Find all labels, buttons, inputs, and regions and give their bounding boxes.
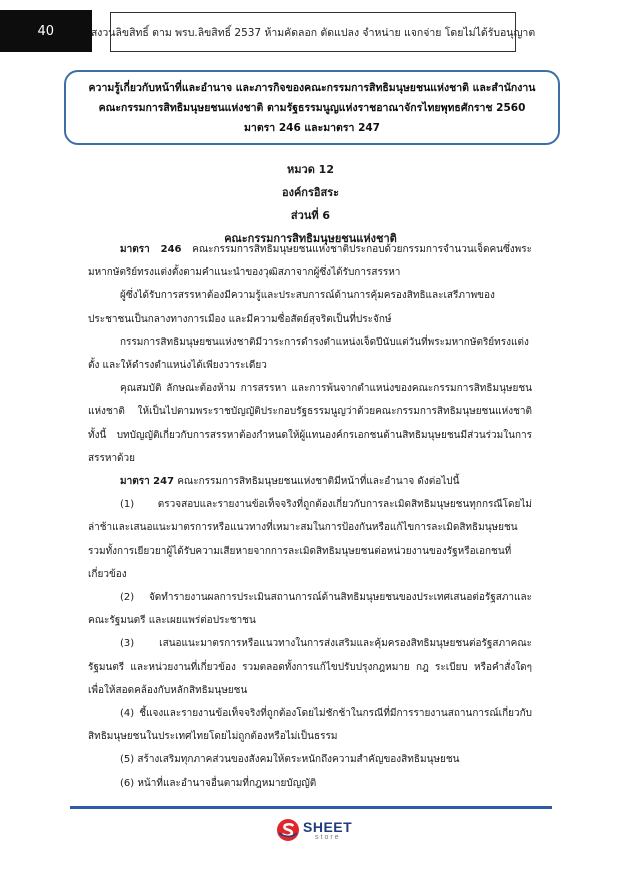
copyright-notice xyxy=(90,12,536,52)
duty-item-1: (1) ตรวจสอบและรายงานข้อเท็จจริงที่ถูกต้องเกี่ยวกับการละเมิดสิทธิมนุษยชนทุกกรณีโดยไม่ล่าช้าและเสนอแนะมาตรการหรือแนวทางที่เหมาะสมในการป้องกันหรือแก้ไขการละเมิดสิทธิมนุษยชนรวมทั้งการเยียวยาผู้ได้รับความเสียหายจากการละเมิดสิทธิมนุษยชนต่อหน่วยงานของรัฐหรือเอกชนที่เกี่ยวข้อง xyxy=(88,499,532,580)
section-headings xyxy=(0,158,621,250)
duty-item-2: (2) จัดทำรายงานผลการประเมินสถานการณ์ด้านสิทธิมนุษยชนของประเทศเสนอต่อรัฐสภาและคณะรัฐมนตรี และเผยแพร่ต่อประชาชน xyxy=(88,592,532,627)
duty-item-5: (5) สร้างเสริมทุกภาคส่วนของสังคมให้ตระหนักถึงความสำคัญของสิทธิมนุษยชน xyxy=(120,754,460,766)
document-body xyxy=(88,238,532,795)
chapter-heading: หมวด 12 xyxy=(287,163,334,176)
duty-item-6: (6) หน้าที่และอำนาจอื่นตามที่กฎหมายบัญญัติ xyxy=(120,777,317,789)
section-title: คณะกรรมการสิทธิมนุษยชนแห่งชาติ xyxy=(224,232,397,245)
footer-divider xyxy=(70,806,552,809)
copyright-text: สงวนลิขสิทธิ์ ตาม พรบ.ลิขสิทธิ์ 2537 ห้ามคัดลอก ดัดแปลง จำหน่าย แจกจ่าย โดยไม่ได้รับอนุญาต xyxy=(90,26,536,39)
organization-heading: องค์กรอิสระ xyxy=(281,186,340,199)
title-line-3: มาตรา 246 และมาตรา 247 xyxy=(244,122,380,134)
title-line-2: คณะกรรมการสิทธิมนุษยชนแห่งชาติ ตามรัฐธรรมนูญแห่งราชอาณาจักรไทยพุทธศักราช 2560 xyxy=(98,102,526,114)
duty-item-3: (3) เสนอแนะมาตรการหรือแนวทางในการส่งเสริมและคุ้มครองสิทธิมนุษยชนต่อรัฐสภาคณะรัฐมนตรี และหน่วยงานที่เกี่ยวข้อง รวมตลอดทั้งการแก้ไขปรับปรุงกฎหมาย กฎ ระเบียบ หรือคำสั่งใดๆ เพื่อให้สอดคล้องกับหลักสิทธิมนุษยชน xyxy=(88,638,532,696)
page-number: 40 xyxy=(37,23,54,39)
section-246-label: มาตรา 246 xyxy=(120,244,182,255)
section-247-intro xyxy=(88,470,532,493)
section-246-paragraph-3: กรรมการสิทธิมนุษยชนแห่งชาติมีวาระการดำรงตำแหน่งเจ็ดปีนับแต่วันที่พระมหากษัตริย์ทรงแต่งตั้ง และให้ดำรงตำแหน่งได้เพียงวาระเดียว xyxy=(88,336,529,372)
section-246-paragraph-2: ผู้ซึ่งได้รับการสรรหาต้องมีความรู้และประสบการณ์ด้านการคุ้มครองสิทธิและเสรีภาพของประชาชนเป็นกลางทางการเมือง และมีความซื่อสัตย์สุจริตเป็นที่ประจักษ์ xyxy=(88,290,495,325)
section-247-label: มาตรา 247 xyxy=(120,476,175,488)
page-number-badge xyxy=(0,10,92,52)
part-heading: ส่วนที่ 6 xyxy=(290,209,331,222)
section-246-text-1: คณะกรรมการสิทธิมนุษยชนแห่งชาติประกอบด้วยกรรมการจำนวนเจ็ดคนซึ่งพระมหากษัตริย์ทรงแต่งตั้งตามคำแนะนำของวุฒิสภาจากผู้ซึ่งได้รับการสรรหา xyxy=(88,244,532,279)
document-title-box xyxy=(64,70,560,145)
title-line-1: ความรู้เกี่ยวกับหน้าที่และอำนาจ และภารกิจของคณะกรรมการสิทธิมนุษยชนแห่งชาติ และสำนักงาน xyxy=(88,82,536,94)
logo-brand: SHEET xyxy=(303,818,353,835)
section-247-intro-text: คณะกรรมการสิทธิมนุษยชนแห่งชาติมีหน้าที่และอำนาจ ดังต่อไปนี้ xyxy=(174,476,460,488)
logo-wordmark xyxy=(303,820,352,841)
logo-sub: store xyxy=(315,833,341,841)
sheet-store-logo xyxy=(276,818,352,842)
duty-item-4: (4) ชี้แจงและรายงานข้อเท็จจริงที่ถูกต้องโดยไม่ชักช้าในกรณีที่มีการรายงานสถานการณ์เกี่ยวกับสิทธิมนุษยชนในประเทศไทยโดยไม่ถูกต้องหรือไม่เป็นธรรม xyxy=(88,708,532,743)
sheet-store-s-icon xyxy=(276,818,300,842)
section-246-paragraph-4: คุณสมบัติ ลักษณะต้องห้าม การสรรหา และการพ้นจากตำแหน่งของคณะกรรมการสิทธิมนุษยชนแห่งชาติ ให้เป็นไปตามพระราชบัญญัติประกอบรัฐธรรมนูญว่าด้วยคณะกรรมการสิทธิมนุษยชนแห่งชาติทั้งนี้ บทบัญญัติเกี่ยวกับการสรรหาต้องกำหนดให้ผู้แทนองค์กรเอกชนด้านสิทธิมนุษยชนมีส่วนร่วมในการสรรหาด้วย xyxy=(88,383,532,464)
section-246-paragraph-1 xyxy=(88,238,532,284)
